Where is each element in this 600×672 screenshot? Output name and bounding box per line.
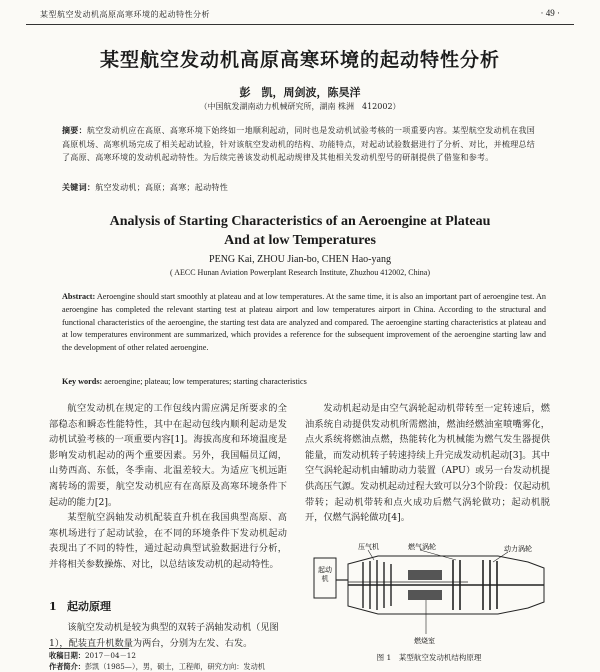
- english-keywords-label: Key words:: [62, 377, 103, 386]
- english-title-line1: Analysis of Starting Characteristics of an Aeroengine at Plateau: [109, 214, 491, 229]
- section-title: 起动原理: [67, 600, 111, 613]
- english-abstract-text: Aeroengine should start smoothly at plateau and at low temperatures. At the same time, it is also an important part of aeroengine test. An aeroengine has completed the relevant starting test at plateau airport and low temperatures airport in China. According to the structural and functional characteristics of the aeroengine, the starting test data are analyzed and compared. The aeroengine starting characteristics at plateau and at low temperatures environment are summarized, which provides a reference for the subsequent improvement of the aeroengine starting law and the development of other related aeroengine.: [62, 292, 546, 353]
- page-number: · 49 ·: [540, 8, 560, 18]
- starter-label: 起动机: [318, 566, 332, 583]
- section-1-body: [49, 620, 287, 651]
- combustor-lower: [408, 590, 442, 600]
- figure-caption: 图 1 某型航空发动机结构原理: [376, 653, 482, 662]
- english-keywords-text: aeroengine; plateau; low temperatures; starting characteristics: [104, 377, 307, 386]
- compressor-label: 压气机: [358, 543, 379, 551]
- chinese-title: 某型航空发动机高原高寒环境的起动特性分析: [99, 49, 500, 71]
- english-title-line2: And at low Temperatures: [224, 233, 376, 248]
- intro-paragraph-1: 航空发动机在规定的工作包线内需应满足所要求的全部稳态和瞬态性能特性，其中在起动包线内顺利起动是发动机试验考核的一项重要内容[1]。海拔高度和环境温度是影响发动机起动的两个重要因素。另外，我国幅员辽阔，山势西高、东低，冬季南、北温差较大。为适应飞机远距离转场的需要，航空发动机应有在高原及高寒环境条件下起动的能力[2]。: [49, 403, 287, 508]
- starting-principle-paragraph: 发动机起动是由空气涡轮起动机带转至一定转速后，燃油系统自动提供发动机所需燃油，燃油经燃油室喷嘴雾化，点火系统将燃油点燃，热能转化为机械能为燃气发生器提供能量，而发动机转子转速持续上升完成发动机起动[3]。其中空气涡轮起动机由辅助动力装置（APU）或另一台发动机提供高压气源。发动机起动过程大致可以分3个阶段：仅起动机带转；起动机带转和点火成功后燃气涡轮做功；起动机脱开，仅燃气涡轮做功[4]。: [305, 403, 550, 524]
- engine-structure-figure: [308, 542, 550, 652]
- combustor-upper: [408, 570, 442, 580]
- chinese-keywords-text: 航空发动机；高原；高寒；起动特性: [95, 183, 229, 192]
- chinese-authors: 彭 凯，周剑波，陈昊洋: [239, 86, 361, 99]
- running-head: [26, 6, 574, 22]
- received-date: 2017－04－12: [84, 651, 136, 660]
- author-bio: 彭凯（1985—），男，硕士，工程师，研究方向：发动机: [84, 662, 265, 671]
- english-affiliation: ( AECC Hunan Aviation Powerplant Research Institute, Zhuzhou 412002, China): [169, 268, 431, 277]
- chinese-keywords: [62, 181, 542, 195]
- running-head-title: 某型航空发动机高原高寒环境的起动特性分析: [40, 10, 210, 19]
- intro-paragraph-2: 某型航空涡轴发动机配装直升机在我国典型高原、高寒机场进行了起动试验，在不同的环境条件下发动机起动表现出了不同的特性，通过起动典型试验数据进行分析，并将相关参数操炼、对比，以总结该发动机的起动特性。: [49, 512, 287, 570]
- chinese-abstract: [62, 124, 542, 165]
- section-number: 1: [49, 600, 57, 613]
- combustor-label: 燃烧室: [414, 637, 435, 645]
- footnote-rule: [49, 648, 129, 649]
- author-bio-label: 作者简介：: [49, 662, 85, 671]
- right-column: [305, 401, 550, 526]
- english-abstract: [62, 291, 546, 355]
- chinese-abstract-text: 航空发动机应在高原、高寒环境下始终如一地顺利起动，同时也是发动机试验考核的一项重要内容。某型航空发动机在我国高原机场、高寒机场完成了相关起动试验，针对该航空发动机的结构、功能特点，对起动试验数据进行了分析、对比，并梳理总结了高原、高寒环境的发动机起动特性。为后续完善该发动机起动规律及其他相关发动机型号的研制提供了借鉴和参考。: [62, 126, 536, 162]
- chinese-abstract-label: 摘要：: [62, 125, 87, 135]
- section-heading: [49, 598, 111, 614]
- received-label: 收稿日期：: [49, 651, 85, 660]
- chinese-keywords-label: 关键词：: [62, 182, 96, 192]
- gas-turbine-label: 燃气涡轮: [408, 543, 436, 551]
- english-title: [0, 212, 600, 250]
- english-keywords: [62, 376, 546, 389]
- section-1-paragraph: 该航空发动机是较为典型的双转子涡轴发动机（见图1），配装直升机数量为两台，分别为左发、右发。: [49, 622, 279, 649]
- english-authors: PENG Kai, ZHOU Jian-bo, CHEN Hao-yang: [209, 254, 391, 265]
- power-turbine-label: 动力涡轮: [504, 545, 532, 553]
- header-rule: [26, 24, 574, 25]
- left-column: [49, 401, 287, 573]
- english-abstract-label: Abstract:: [62, 292, 96, 301]
- chinese-affiliation: （中国航发湖南动力机械研究所，湖南 株洲 412002）: [199, 102, 401, 111]
- footnote: [49, 650, 289, 672]
